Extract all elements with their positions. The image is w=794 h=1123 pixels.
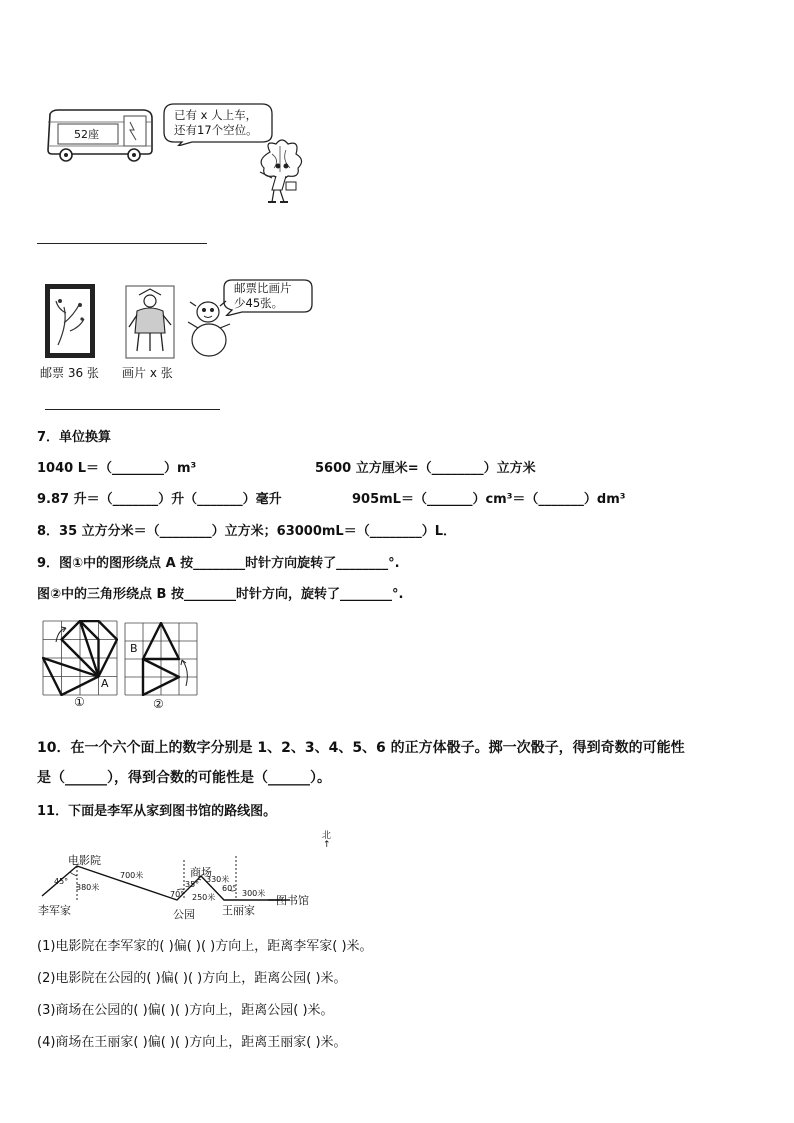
q7-line1-left: 1040 L＝（________）m³ [37,461,197,476]
map-angle1-label: 45° [54,877,69,886]
bus-seat-label: 52座 [74,128,99,141]
map-home-label: 李军家 [38,904,71,917]
answer-line-1 [37,243,207,244]
map-dist1-label: 380米 [76,883,100,892]
map-wang-home-label: 王丽家 [222,904,255,917]
stamp-caption: 邮票 36 张 [40,366,99,380]
q9-line1: 9．图①中的图形绕点 A 按________时针方向旋转了________°. [37,556,400,571]
bubble-1-line-1: 已有 x 人上车， [174,108,258,122]
rotation-figure-2 [124,622,198,696]
picture-card-image [125,285,175,359]
north-icon: ↑ [323,840,331,850]
route-map [36,830,332,921]
cabbage-character-icon [252,138,314,208]
q7-line2-left: 9.87 升＝（_______）升（_______）毫升 [37,492,282,507]
q11-item-1: (1)电影院在李军家的( )偏( )( )方向上，距离李军家( )米。 [37,939,373,954]
map-angle4-label: 60° [222,884,237,893]
map-park-label: 公园 [173,908,195,921]
point-b-label: B [130,642,138,655]
bubble-1-line-2: 还有17个空位。 [174,123,258,137]
q10-line1: 10．在一个六个面上的数字分别是 1、2、3、4、5、6 的正方体骰子。掷一次骰子，得到奇数的可能性 [37,740,685,756]
map-angle3-label: 35° [185,880,200,889]
stamp-image [44,283,96,359]
bus-icon [44,108,156,164]
bubble-2-line-2: 少45张。 [234,296,284,310]
q11-title: 11．下面是李军从家到图书馆的路线图。 [37,804,277,819]
map-north-label: 北 [322,831,332,841]
q7-line2-right: 905mL＝（_______）cm³＝（_______）dm³ [352,492,626,507]
q10-line2: 是（______），得到合数的可能性是（______）。 [37,770,331,786]
q8-text: 8．35 立方分米＝（________）立方米；63000mL＝（________）L． [37,524,457,539]
bus-figure [44,108,156,164]
figure-1-label: ① [74,695,85,709]
q7-title: 7．单位换算 [37,430,112,445]
q11-item-4: (4)商场在王丽家( )偏( )( )方向上，距离王丽家( )米。 [37,1035,347,1050]
map-dist5-label: 300米 [242,889,266,898]
gourd-character-icon [186,298,232,358]
point-a-label: A [101,677,109,690]
map-dist3-label: 250米 [192,893,216,902]
map-cinema-label: 电影院 [68,854,101,867]
q11-item-2: (2)电影院在公园的( )偏( )( )方向上，距离公园( )米。 [37,971,347,986]
map-library-label: 图书馆 [276,894,309,907]
map-mall-label: 商场 [190,866,212,879]
bubble-2-line-1: 邮票比画片 [234,281,292,295]
q7-line1-right: 5600 立方厘米=（________）立方米 [315,461,536,476]
q9-line2: 图②中的三角形绕点 B 按________时针方向，旋转了________°. [37,587,404,602]
map-dist2-label: 700米 [120,871,144,880]
rotation-figure-1 [42,620,118,696]
map-angle2-label: 70° [170,890,185,899]
speech-bubble-2 [222,278,314,316]
figure-2-label: ② [153,697,164,711]
picture-caption: 画片 x 张 [122,366,173,380]
answer-line-2 [45,409,220,410]
q11-item-3: (3)商场在公园的( )偏( )( )方向上，距离公园( )米。 [37,1003,334,1018]
map-dist4-label: 330米 [206,875,230,884]
